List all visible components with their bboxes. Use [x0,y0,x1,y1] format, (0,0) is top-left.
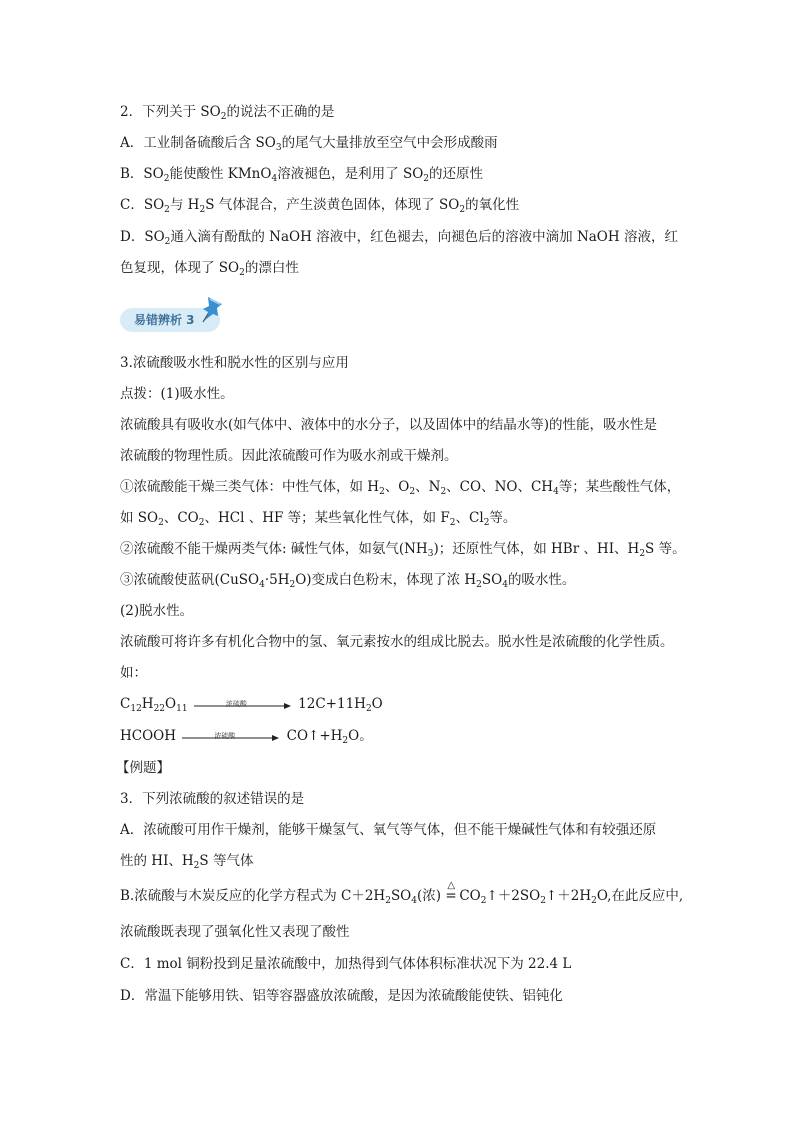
example-intro: 如： [120,665,147,681]
q2-option-d-cont: 色复现，体现了 $SO_2$的漂白性 [120,260,299,278]
q2-option-a: A．工业制备硫酸后含 $SO_3$的尾气大量排放至空气中会形成酸雨 [120,135,498,153]
q3-option-a-cont: 性的 HI、$H_2S$ 等气体 [120,853,254,871]
para-1: 浓硫酸具有吸收水(如气体中、液体中的水分子，以及固体中的结晶水等)的性能，吸水性是 [120,417,658,433]
arrow-condition: 浓硫酸 [214,731,236,740]
heat-symbol: △ = [445,880,457,904]
arrow-condition: 浓硫酸 [225,699,247,708]
q3-option-c: C．1 mol 铜粉投到足量浓硫酸中，加热得到气体体积标准状况下为 22.4 L [120,956,572,972]
item-3: ③浓硫酸使蓝矾$(CuSO_4\cdot 5H_2O)$变成白色粉末，体现了浓 $H_2SO_4$的吸水性。 [120,572,576,590]
para-3: 浓硫酸可将许多有机化合物中的氢、氧元素按水的组成比脱去。脱水性是浓硫酸的化学性质。 [120,634,674,650]
para-2: 浓硫酸的物理性质。因此浓硫酸可作为吸水剂或干燥剂。 [120,448,458,464]
error-analysis-badge [120,298,222,334]
q2-option-c: C．$SO_2$与 $H_2S$ 气体混合，产生淡黄色固体，体现了 $SO_2$的氧化性 [120,197,520,215]
q3-option-a: A．浓硫酸可用作干燥剂，能够干燥氢气、氧气等气体，但不能干燥碱性气体和有较强还原 [120,822,657,838]
equation-1: $C_{12}H_{22}O_{11}$ 浓硫酸 $12C+11H_2O$ [120,694,383,714]
hint-1: 点拨：(1)吸水性。 [120,386,234,402]
reaction-arrow [182,730,280,744]
q3-option-d: D．常温下能够用铁、铝等容器盛放浓硫酸，是因为浓硫酸能使铁、铝钝化 [120,988,563,1004]
reaction-arrow [194,698,292,712]
q2-option-b: B．$SO_2$能使酸性 KMnO$_4$溶液褪色，是利用了 $SO_2$的还原性 [120,166,484,184]
q3-option-b: B.浓硫酸与木炭反应的化学方程式为 $C+2H_2SO_4$(浓) △ = $CO_2↑+2SO_2↑+2H_2O$,在此反应中, [120,880,684,906]
q3-option-b-cont: 浓硫酸既表现了强氧化性又表现了酸性 [120,924,350,940]
badge-label: 易错辨析 3 [134,313,195,327]
example-label: 【例题】 [116,760,170,776]
equation-2: HCOOH 浓硫酸 $CO↑+H_2O$。 [120,726,373,746]
pushpin-icon [200,294,226,324]
q3-stem: 3．下列浓硫酸的叙述错误的是 [120,791,305,807]
q2-option-d: D．$SO_2$通入滴有酚酞的 NaOH 溶液中，红色褪去，向褪色后的溶液中滴加 NaOH 溶液，红 [120,229,678,247]
q2-stem: 2．下列关于 $SO_2$的说法不正确的是 [120,104,335,122]
dehydration-heading: (2)脱水性。 [120,603,194,619]
item-2: ②浓硫酸不能干燥两类气体: 碱性气体，如氨气$(NH_3)$；还原性气体，如 HBr 、HI、$H_2S$ 等。 [120,541,686,559]
item-1-cont: 如 $SO_2$、$CO_2$、HCl 、HF 等；某些氧化性气体，如 $F_2$、$Cl_2$等。 [120,510,517,528]
item-1: ①浓硫酸能干燥三类气体：中性气体，如 $H_2$、$O_2$、$N_2$、CO、NO、$CH_4$等；某些酸性气体， [120,479,681,497]
section-title: 3.浓硫酸吸水性和脱水性的区别与应用 [120,355,349,371]
